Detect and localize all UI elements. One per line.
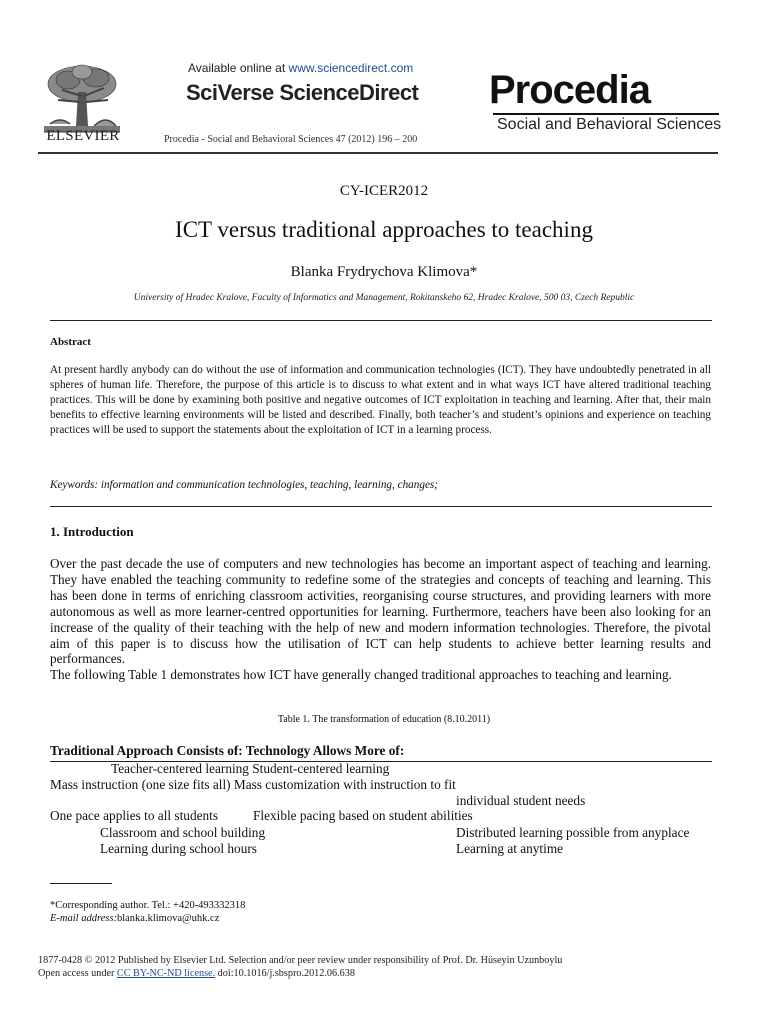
- journal-reference: Procedia - Social and Behavioral Sciences 47 (2012) 196 – 200: [164, 134, 418, 145]
- copyright-notice: 1877-0428 © 2012 Published by Elsevier Ltd. Selection and/or peer review under responsibility of Prof. Dr. Hüseyin Uzunboylu: [38, 955, 563, 966]
- open-access-prefix: Open access under: [38, 968, 117, 979]
- table-row: Mass instruction (one size fits all) Mass customization with instruction to fit: [50, 777, 456, 792]
- conference-name: CY-ICER2012: [339, 183, 429, 199]
- table-cell-traditional: Learning during school hours: [100, 841, 257, 856]
- table-row: Teacher-centered learning Student-centered learning: [111, 761, 390, 776]
- table-cell-traditional: Classroom and school building: [100, 825, 266, 840]
- email-label: E-mail address:: [50, 913, 117, 924]
- available-online: [188, 61, 413, 75]
- table-header: Traditional Approach Consists of: Technology Allows More of:: [50, 743, 405, 758]
- section-heading-introduction: 1. Introduction: [50, 524, 134, 539]
- table-cell-technology: Learning at anytime: [456, 841, 564, 856]
- journal-title: Procedia: [489, 68, 650, 112]
- table-cell-technology: Distributed learning possible from anyplace: [456, 825, 690, 840]
- introduction-text: [50, 556, 711, 683]
- journal-title-divider: [493, 113, 719, 115]
- abstract-heading: Abstract: [50, 336, 91, 348]
- introduction-paragraph: Over the past decade the use of computers and new technologies has become an important aspect of teaching and learning. They have enabled the teaching community to redefine some of the strategies and concepts of teaching and learning. This has been done in terms of enriching classroom activities, reorganising course structures, and providing learners with more autonomous as well as more learner-centred opportunities for learning. Furthermore, teachers have been also looking for an increase of the quality of their teaching with the help of new and modern information technologies. Therefore, the pivotal aim of this paper is to discuss how the utilisation of ICT can help students to achieve better learning results and performances.: [50, 556, 711, 667]
- open-access-notice: [38, 968, 355, 979]
- table-row-continuation: individual student needs: [456, 793, 586, 808]
- license-link[interactable]: CC BY-NC-ND license.: [116, 968, 216, 979]
- email-address[interactable]: blanka.klimova@uhk.cz: [116, 913, 220, 924]
- email-note: [50, 913, 219, 924]
- table-cell-technology: Flexible pacing based on student abilities: [253, 808, 473, 823]
- sciencedirect-link[interactable]: www.sciencedirect.com: [288, 61, 414, 75]
- introduction-paragraph: The following Table 1 demonstrates how ICT have generally changed traditional approaches to teaching and learning.: [50, 667, 672, 683]
- publisher-name: ELSEVIER: [46, 128, 120, 144]
- abstract-top-rule: [50, 320, 712, 321]
- corresponding-author-note: *Corresponding author. Tel.: +420-493332318: [50, 900, 246, 911]
- journal-subtitle: Social and Behavioral Sciences: [497, 116, 722, 133]
- table-caption: Table 1. The transformation of education (8.10.2011): [277, 714, 491, 725]
- abstract-text: At present hardly anybody can do without the use of information and communication technologies (ICT). They have undoubtedly penetrated in all spheres of human life. Therefore, the purpose of this article is to discuss to what extent and in what ways ICT have altered traditional teaching practices. This will be done by examining both positive and negative outcomes of ICT exploitation in teaching and learning. After that, their main benefits to effective learning environments will be listed and described. Finally, both teacher’s and student’s opinions and experience on teaching practices will be used to support the statements about the exploitation of ICT in a learning process.: [50, 364, 711, 436]
- author-name: Blanka Frydrychova Klimova*: [290, 264, 478, 280]
- header-divider: [38, 152, 718, 154]
- table-cell-traditional: One pace applies to all students: [50, 808, 219, 823]
- abstract-bottom-rule: [50, 506, 712, 507]
- doi-text: doi:10.1016/j.sbspro.2012.06.638: [215, 968, 355, 979]
- author-affiliation: University of Hradec Kralove, Faculty of Informatics and Management, Rokitanskeho 62, Hradec Kralove, 500 03, Czech Republic: [133, 293, 635, 303]
- paper-title: ICT versus traditional approaches to teaching: [175, 217, 593, 242]
- available-prefix: Available online at: [188, 61, 289, 75]
- footnote-divider: [50, 883, 112, 884]
- keywords: Keywords: information and communication technologies, teaching, learning, changes;: [50, 479, 438, 491]
- platform-name: SciVerse ScienceDirect: [186, 80, 419, 105]
- elsevier-tree-icon: [40, 62, 124, 136]
